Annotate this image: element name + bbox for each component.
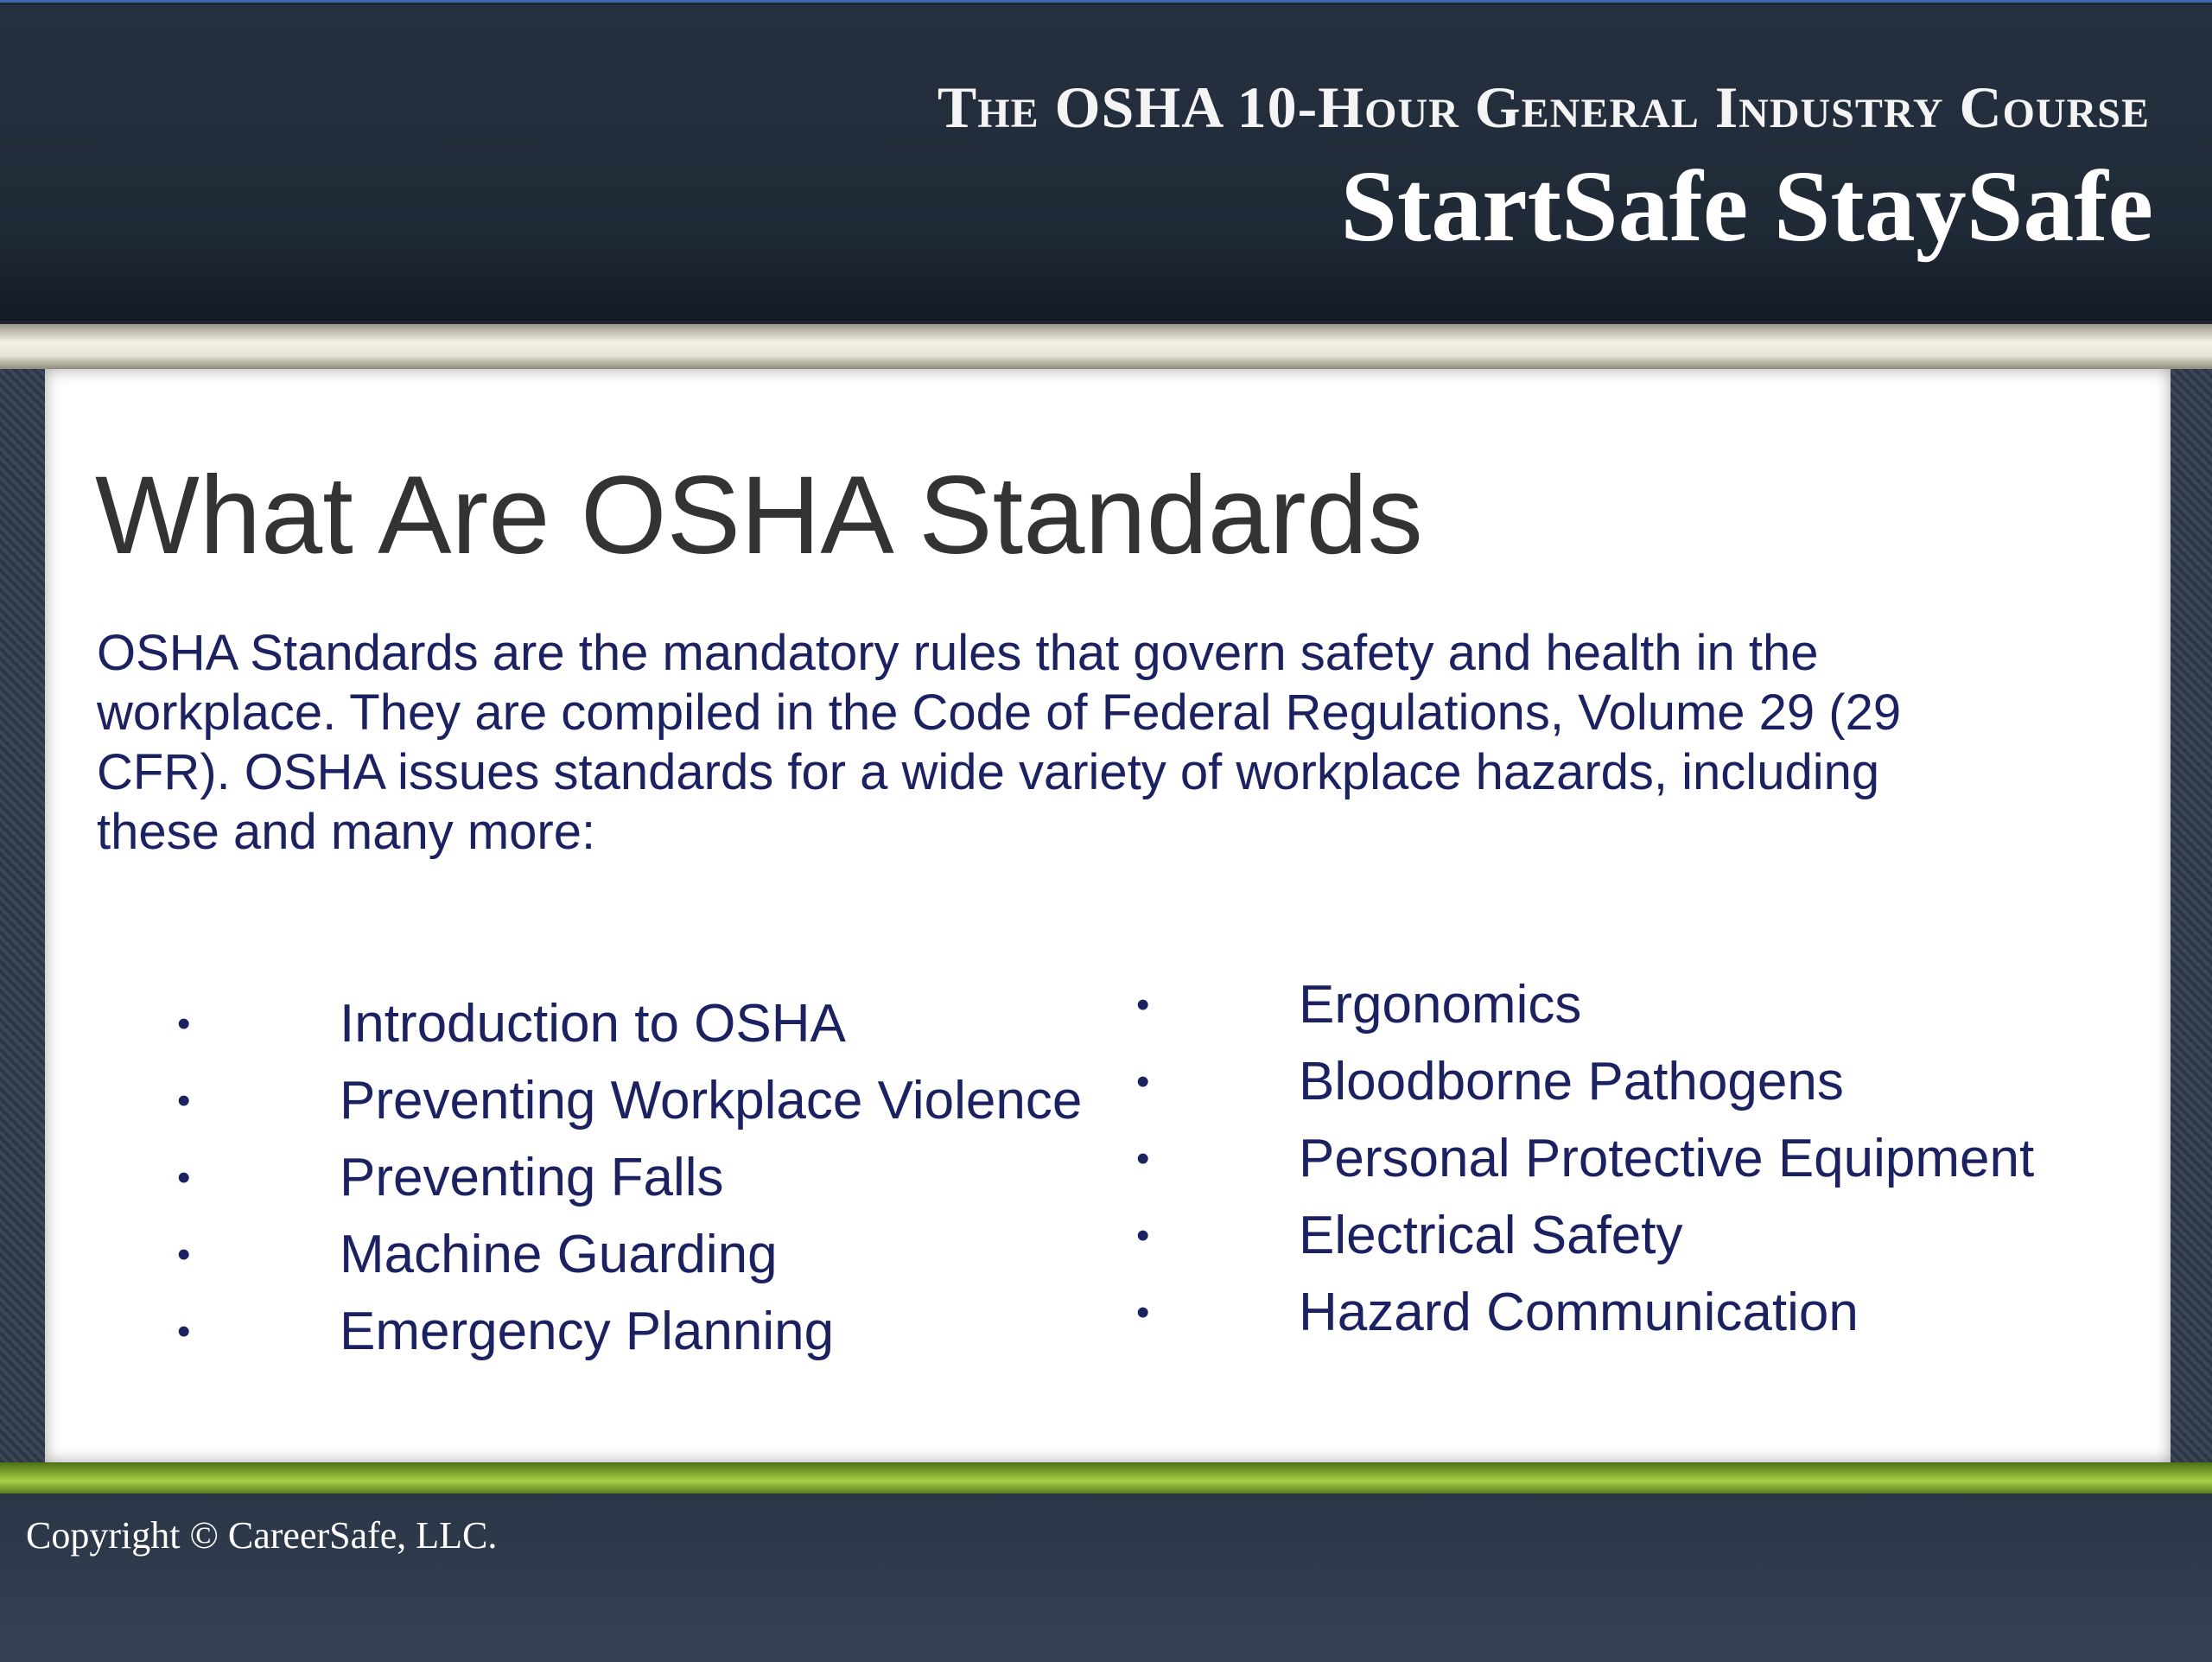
list-item — [177, 985, 1084, 1062]
list-item — [1136, 1043, 2130, 1120]
footer-accent-band — [0, 1462, 2212, 1493]
left-topic-list — [177, 985, 1084, 1370]
list-item-label: Introduction to OSHA — [340, 994, 846, 1054]
list-item — [1136, 1274, 2130, 1351]
list-item — [1136, 1197, 2130, 1274]
bullet-icon: • — [1136, 984, 1150, 1026]
list-item — [177, 1293, 1084, 1370]
header-divider-band — [0, 324, 2212, 369]
list-item-label: Preventing Workplace Violence — [340, 1071, 1083, 1130]
right-topic-list — [1136, 966, 2130, 1351]
page-title: What Are OSHA Standards — [95, 454, 1423, 577]
right-frame-border — [2171, 369, 2212, 1462]
bullet-icon: • — [177, 1310, 191, 1353]
course-title: The OSHA 10-Hour General Industry Course — [937, 74, 2150, 140]
bullet-icon: • — [1136, 1214, 1150, 1257]
bullet-icon: • — [1136, 1060, 1150, 1103]
bullet-icon: • — [1136, 1291, 1150, 1334]
list-item-label: Personal Protective Equipment — [1299, 1129, 2035, 1188]
list-item — [177, 1216, 1084, 1293]
list-item-label: Ergonomics — [1299, 975, 1582, 1035]
intro-paragraph: OSHA Standards are the mandatory rules that govern safety and health in the workplace. They are compiled in the Code of Federal Regulations, Volume 29 (29 CFR). OSHA issues standards for a wide variety of workplace hazards, including these and many more: — [97, 625, 1902, 860]
bullet-icon: • — [177, 1156, 191, 1199]
list-item-label: Preventing Falls — [340, 1148, 724, 1207]
list-item — [1136, 1120, 2130, 1197]
list-item-label: Electrical Safety — [1299, 1206, 1683, 1265]
bullet-icon: • — [177, 1003, 191, 1045]
list-item-label: Emergency Planning — [340, 1302, 835, 1361]
list-item-label: Hazard Communication — [1299, 1283, 1859, 1342]
left-frame-border — [0, 369, 45, 1462]
list-item-label: Bloodborne Pathogens — [1299, 1052, 1844, 1111]
bullet-icon: • — [177, 1079, 191, 1122]
bullet-icon: • — [1136, 1137, 1150, 1180]
list-item — [177, 1139, 1084, 1216]
list-item — [177, 1062, 1084, 1139]
bullet-icon: • — [177, 1233, 191, 1276]
list-item-label: Machine Guarding — [340, 1225, 778, 1284]
brand-title: StartSafe StaySafe — [1340, 150, 2153, 263]
list-item — [1136, 966, 2130, 1043]
copyright-notice: Copyright © CareerSafe, LLC. — [26, 1514, 498, 1557]
